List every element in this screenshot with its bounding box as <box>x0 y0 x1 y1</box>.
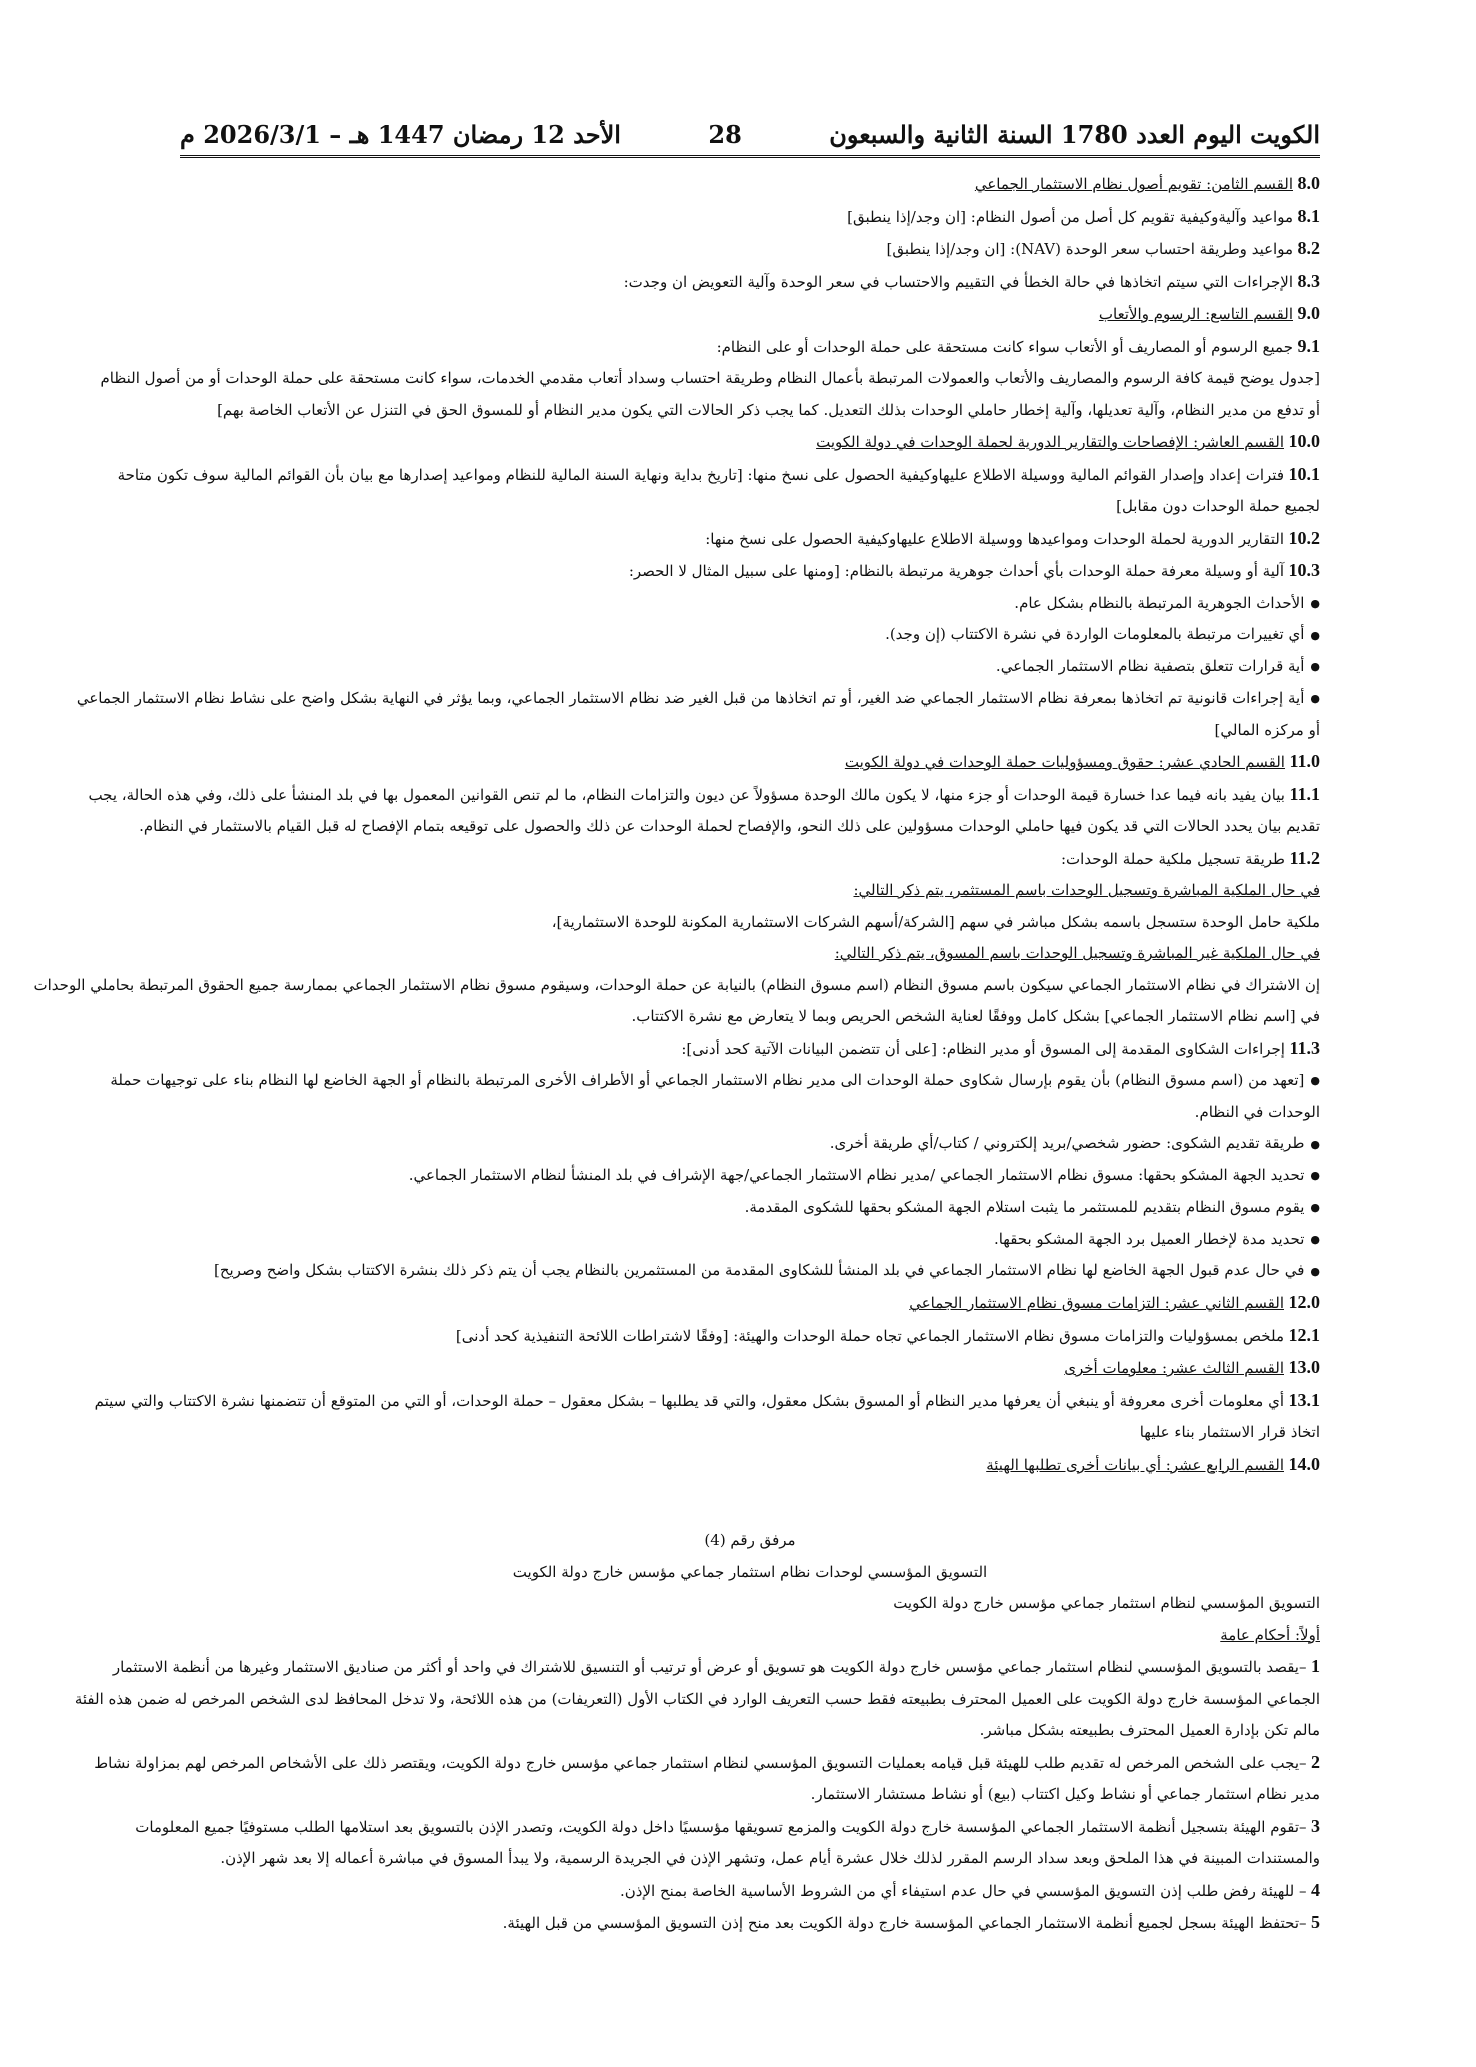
clause-text: ملكية حامل الوحدة ستسجل باسمه بشكل مباشر في سهم [الشركة/أسهم الشركات الاستثمارية المكونة للوحدة الاستثمارية]، <box>551 912 1320 931</box>
clause-text: في حال عدم قبول الجهة الخاضع لها نظام الاستثمار الجماعي في بلد المنشأ للشكاوى المقدمة من المستثمرين بالنظام يجب أن يتم ذكر ذلك بنشرة الاكتتاب بشكل واضح وصريح] <box>213 1261 1305 1280</box>
clause-text: الإجراءات التي سيتم اتخاذها في حالة الخطأ في التقييم والاحتساب في سعر الوحدة وآلية التعويض ان وجدت: <box>623 272 1293 291</box>
clause-text: أية قرارات تتعلق بتصفية نظام الاستثمار الجماعي. <box>995 657 1305 675</box>
bullet-icon <box>1304 1071 1320 1089</box>
clause-text: تحديد الجهة المشكو بحقها: مسوق نظام الاستثمار الجماعي /مدير نظام الاستثمار الجماعي/جهة الإشراف في بلد المنشأ لنظام الاستثمار الجماعي. <box>408 1166 1305 1184</box>
bullet-icon <box>1304 1198 1320 1216</box>
bullet-icon <box>1304 1230 1320 1248</box>
section-line <box>180 395 1320 427</box>
section-line <box>33 970 1320 1002</box>
annex-item-line <box>112 1651 1320 1684</box>
clause-text: –تقوم الهيئة بتسجيل أنظمة الاستثمار الجماعي المؤسسة خارج دولة الكويت والمزمع تسويقها مؤسسيًا داخل دولة الكويت، وتصدر الإذن بالتسويق بعد استلامها الطلب مستوفيًا جميع المعلومات <box>135 1817 1307 1836</box>
clause-text: القسم الثالث عشر: معلومات أخرى <box>1064 1359 1284 1377</box>
section-line <box>180 746 1320 779</box>
clause-text: القسم التاسع: الرسوم والأتعاب <box>1098 305 1293 323</box>
bullet-icon <box>1304 689 1320 707</box>
clause-number: 8.3 <box>1293 270 1320 291</box>
header-page-number: 28 <box>708 120 742 149</box>
clause-number: 4 <box>1306 1879 1320 1900</box>
section-line <box>180 523 1320 556</box>
clause-text: أي تغييرات مرتبطة بالمعلومات الواردة في نشرة الاكتتاب (إن وجد). <box>885 625 1305 644</box>
clause-text: القسم الثامن: تقويم أصول نظام الاستثمار الجماعي <box>974 175 1293 193</box>
section-line <box>180 1160 1320 1192</box>
section-line <box>180 1128 1320 1160</box>
clause-number: 8.1 <box>1293 205 1320 226</box>
bullet-icon <box>1304 657 1320 675</box>
clause-text: تقديم بيان يحدد الحالات التي قد يكون فيها حاملي الوحدات مسؤولين على ذلك النحو، والإفصاح لحملة الوحدات عن ذلك والحصول على توقيعه بتمام الإفصاح له قبل القيام بالاستثمار في النظام. <box>139 817 1320 835</box>
clause-text: – للهيئة رفض طلب إذن التسويق المؤسسي في حال عدم استيفاء أي من الشروط الأساسية الخاصة بمنح الإذن. <box>620 1881 1307 1900</box>
section-line <box>180 1255 1320 1287</box>
section-line <box>180 266 1320 299</box>
clause-text: التقارير الدورية لحملة الوحدات ومواعيدها ووسيلة الاطلاع عليهاوكيفية الحصول على نسخ منها: <box>705 529 1284 548</box>
section-line <box>180 1033 1320 1066</box>
clause-text: مواعيد وطريقة احتساب سعر الوحدة (NAV): [ان وجد/إذا ينطبق] <box>886 240 1293 258</box>
header-date: الأحد 12 رمضان 1447 هـ – 2026/3/1 م <box>180 120 621 149</box>
clause-text: [جدول يوضح قيمة كافة الرسوم والمصاريف والأتعاب والعمولات المرتبطة بأعمال النظام وطريقة احتساب وسداد أتعاب مقدمي الخدمات، سواء كانت مستحقة على حملة الوحدات أو من أصول النظام <box>100 369 1320 387</box>
section-line <box>76 683 1320 715</box>
section-line <box>180 1449 1320 1482</box>
section-line <box>88 779 1320 812</box>
clause-text: يقوم مسوق النظام بتقديم للمستثمر ما يثبت استلام الجهة المشكو بحقها للشكوى المقدمة. <box>744 1197 1305 1216</box>
bullet-icon <box>1304 1166 1320 1184</box>
clause-number: 12.1 <box>1284 1324 1320 1345</box>
clause-text: آلية أو وسيلة معرفة حملة الوحدات بأي أحداث جوهرية مرتبطة بالنظام: [ومنها على سبيل المثال لا الحصر: <box>628 562 1284 580</box>
section-line <box>180 201 1320 234</box>
clause-number: 8.0 <box>1293 173 1320 193</box>
section-line <box>180 298 1320 331</box>
clause-text: القسم الثاني عشر: التزامات مسوق نظام الاستثمار الجماعي <box>909 1294 1284 1312</box>
clause-text: ملخص بمسؤوليات والتزامات مسوق نظام الاستثمار الجماعي تجاه حملة الوحدات والهيئة: [وفقًا لاشتراطات اللائحة التنفيذية كحد أدنى] <box>455 1326 1284 1345</box>
clause-text: أي معلومات أخرى معروفة أو ينبغي أن يعرفها مدير النظام أو المسوق بشكل معقول، والتي قد يطلبها – بشكل معقول – حملة الوحدات، أو التي من المتوقع أن تتضمنها نشرة الاكتتاب والتي سيتم <box>94 1391 1284 1410</box>
annex-item-line <box>180 1875 1320 1908</box>
section-line <box>180 1417 1320 1449</box>
clause-text: –تحتفظ الهيئة بسجل لجميع أنظمة الاستثمار الجماعي المؤسسة خارج دولة الكويت بعد منح إذن التسويق المؤسسي من قبل الهيئة. <box>502 1914 1307 1932</box>
annex-item-line <box>94 1747 1320 1780</box>
clause-text: تحديد مدة لإخطار العميل برد الجهة المشكو بحقها. <box>993 1229 1305 1248</box>
clause-text: الوحدات في النظام. <box>1194 1102 1320 1121</box>
bullet-icon <box>1304 594 1320 612</box>
section-line <box>180 168 1320 201</box>
clause-text: القسم الرابع عشر: أي بيانات أخرى تطلبها الهيئة <box>986 1455 1284 1474</box>
section-line <box>110 1065 1320 1097</box>
annex-item-line <box>74 1684 1320 1716</box>
clause-number: 12.0 <box>1284 1292 1320 1312</box>
clause-text: والمستندات المبينة في هذا الملحق وبعد سداد الرسم المقرر لذلك خلال عشرة أيام عمل، وتشهر الإذن في الجريدة الرسمية، ولا يبدأ المسوق في مباشرة أعماله إلا بعد شهر الإذن. <box>220 1849 1320 1867</box>
clause-number: 3 <box>1306 1815 1320 1836</box>
clause-text: في حال الملكية المباشرة وتسجيل الوحدات باسم المستثمر، يتم ذكر التالي: <box>853 881 1320 899</box>
clause-text: لجميع حملة الوحدات دون مقابل] <box>1116 497 1320 515</box>
annex-subtitle: التسويق المؤسسي لنظام استثمار جماعي مؤسس خارج دولة الكويت <box>893 1594 1320 1612</box>
section-line <box>180 843 1320 876</box>
clause-text: مواعيد وآليةوكيفية تقويم كل أصل من أصول النظام: [ان وجد/إذا ينطبق] <box>847 207 1293 226</box>
section-line <box>180 1287 1320 1320</box>
clause-text: اتخاذ قرار الاستثمار بناء عليها <box>1139 1423 1320 1441</box>
clause-text: بيان يفيد بانه فيما عدا خسارة قيمة الوحدات أو جزء منها، لا يكون مالك الوحدة مسؤولاً عن ديون والتزامات النظام، ما لم تنص القوانين المعمول بها في بلد المنشأ على ذلك، وفي هذه الحالة، يجب <box>88 785 1285 804</box>
clause-text: فترات إعداد وإصدار القوائم المالية ووسيلة الاطلاع عليهاوكيفية الحصول على نسخ منها: [تاريخ بداية ونهاية السنة المالية للنظام ومواعيد إصدارها مع بيان بأن القوائم المالية سوف تكون متاحة <box>117 465 1284 484</box>
annex-item-line <box>135 1811 1320 1844</box>
clause-number: 13.0 <box>1284 1357 1320 1377</box>
annex-general-provisions: أولاً: أحكام عامة <box>1220 1625 1320 1644</box>
clause-text: طريقة تسجيل ملكية حملة الوحدات: <box>1060 849 1285 868</box>
clause-number: 9.0 <box>1293 303 1320 323</box>
clause-text: –يجب على الشخص المرخص له تقديم طلب للهيئة قبل قيامه بعمليات التسويق المؤسسي لنظام استثمار جماعي مؤسس خارج دولة الكويت، ويقتصر ذلك على الأشخاص المرخص لهم بمزاولة نشاط <box>94 1753 1307 1772</box>
clause-text: الجماعي المؤسسة خارج دولة الكويت على العميل المحترف بطبيعته فقط حسب التعريف الوارد في الكتاب الأول (التعريفات) من هذه اللائحة، ولا تدخل المحافظ لدى الشخص المرخص له ضمن هذه الفئة <box>74 1689 1320 1708</box>
section-line <box>139 811 1320 843</box>
header-issue: الكويت اليوم العدد 1780 السنة الثانية والسبعون <box>829 120 1320 149</box>
clause-text: إن الاشتراك في نظام الاستثمار الجماعي سيكون باسم مسوق النظام (اسم مسوق النظام) بالنيابة عن حملة الوحدات، وسيقوم مسوق نظام الاستثمار الجماعي بممارسة جميع الحقوق المرتبطة بحاملي الوحدات <box>33 975 1320 994</box>
clause-number: 11.1 <box>1284 783 1320 804</box>
clause-number: 11.3 <box>1284 1037 1320 1058</box>
section-line <box>180 1352 1320 1385</box>
annex-item-line <box>180 1843 1320 1875</box>
section-line <box>100 363 1320 395</box>
section-line <box>180 1001 1320 1033</box>
gazette-page <box>33 120 1320 1940</box>
clause-number: 2 <box>1306 1751 1320 1772</box>
annex-4 <box>74 1525 1320 1940</box>
section-line <box>94 1385 1320 1418</box>
annex-item-line <box>180 1907 1320 1940</box>
clause-number: 10.3 <box>1284 560 1320 580</box>
clause-text: أو تدفع من مدير النظام، وآلية تعديلها، وآلية إخطار حاملي الوحدات بذلك التعديل. كما يجب ذكر الحالات التي يكون مدير النظام أو للمسوق الحق في التنزل عن الأتعاب الخاصة بهم] <box>217 400 1320 419</box>
clause-number: 10.0 <box>1284 431 1320 451</box>
section-line <box>180 331 1320 364</box>
annex-title: التسويق المؤسسي لوحدات نظام استثمار جماعي مؤسس خارج دولة الكويت <box>512 1562 988 1581</box>
clause-number: 10.2 <box>1284 527 1320 548</box>
clause-number: 5 <box>1306 1912 1320 1932</box>
section-line <box>180 1320 1320 1353</box>
clause-number: 11.2 <box>1284 847 1320 868</box>
bullet-icon <box>1304 1134 1320 1152</box>
annex-item-line <box>180 1779 1320 1811</box>
bullet-icon <box>1304 1261 1320 1279</box>
annex-number: مرفق رقم (4) <box>704 1531 796 1549</box>
section-line <box>180 1192 1320 1224</box>
bullet-icon <box>1304 625 1320 643</box>
clause-text: مالم تكن بإدارة العميل المحترف بطبيعته بشكل مباشر. <box>979 1721 1320 1739</box>
clause-number: 11.0 <box>1284 751 1320 771</box>
section-line <box>180 938 1320 970</box>
clause-number: 14.0 <box>1284 1453 1320 1474</box>
section-line <box>180 651 1320 683</box>
section-line <box>180 233 1320 266</box>
section-line <box>180 875 1320 907</box>
annex-item-line <box>180 1715 1320 1747</box>
section-line <box>180 491 1320 523</box>
section-line <box>180 555 1320 588</box>
clause-text: أية إجراءات قانونية تم اتخاذها بمعرفة نظام الاستثمار الجماعي ضد الغير، أو تم اتخاذها من قبل الغير ضد نظام الاستثمار الجماعي، وبما يؤثر في النهاية بشكل واضح على نشاط نظام الاستثمار الجماعي <box>76 688 1305 707</box>
section-line <box>180 619 1320 651</box>
clause-number: 10.1 <box>1284 463 1320 484</box>
clause-text: مدير نظام استثمار جماعي أو نشاط وكيل اكتتاب (بيع) أو نشاط مستشار الاستثمار. <box>810 1785 1320 1803</box>
clause-number: 1 <box>1306 1656 1320 1676</box>
page-header <box>180 120 1320 158</box>
clause-text: القسم الحادي عشر: حقوق ومسؤوليات حملة الوحدات في دولة الكويت <box>844 753 1285 771</box>
clause-number: 9.1 <box>1293 335 1320 356</box>
clause-text: القسم العاشر: الإفصاحات والتقارير الدورية لحملة الوحدات في دولة الكويت <box>816 433 1284 451</box>
clause-text: جميع الرسوم أو المصاريف أو الأتعاب سواء كانت مستحقة على حملة الوحدات أو على النظام: <box>716 337 1293 356</box>
section-line <box>180 426 1320 459</box>
section-line <box>180 1224 1320 1256</box>
clause-text: إجراءات الشكاوى المقدمة إلى المسوق أو مدير النظام: [على أن تتضمن البيانات الآتية كحد أدنى]: <box>681 1039 1285 1058</box>
section-line <box>180 715 1320 747</box>
clause-number: 13.1 <box>1284 1389 1320 1410</box>
section-line <box>180 588 1320 620</box>
clause-text: [تعهد من (اسم مسوق النظام) بأن يقوم بإرسال شكاوى حملة الوحدات الى مدير نظام الاستثمار الجماعي أو الأطراف الأخرى المرتبطة بالنظام أو الجهة الخاضع لها النظام بناء على توجيهات حملة <box>110 1071 1305 1089</box>
clause-text: أو مركزه المالي] <box>1214 720 1320 739</box>
clause-text: الأحداث الجوهرية المرتبطة بالنظام بشكل عام. <box>1014 593 1305 612</box>
clause-text: في [اسم نظام الاستثمار الجماعي] بشكل كامل ووفقًا لعناية الشخص الحريص وبما لا يتعارض مع نشرة الاكتتاب. <box>631 1007 1320 1025</box>
document-body <box>33 168 1320 1481</box>
clause-number: 8.2 <box>1293 238 1320 258</box>
section-line <box>117 459 1320 492</box>
clause-text: في حال الملكية غير المباشرة وتسجيل الوحدات باسم المسوق، يتم ذكر التالي: <box>834 944 1320 962</box>
section-line <box>180 907 1320 939</box>
clause-text: طريقة تقديم الشكوى: حضور شخصي/بريد إلكتروني / كتاب/أي طريقة أخرى. <box>829 1134 1305 1153</box>
section-line <box>180 1097 1320 1129</box>
clause-text: –يقصد بالتسويق المؤسسي لنظام استثمار جماعي مؤسس خارج دولة الكويت هو تسويق أو عرض أو ترتيب أو التنسيق للاشتراك في واحد أو أكثر من صناديق الاستثمار وغيرها من أنظمة الاستثمار <box>112 1658 1307 1676</box>
annex-items <box>74 1651 1320 1940</box>
